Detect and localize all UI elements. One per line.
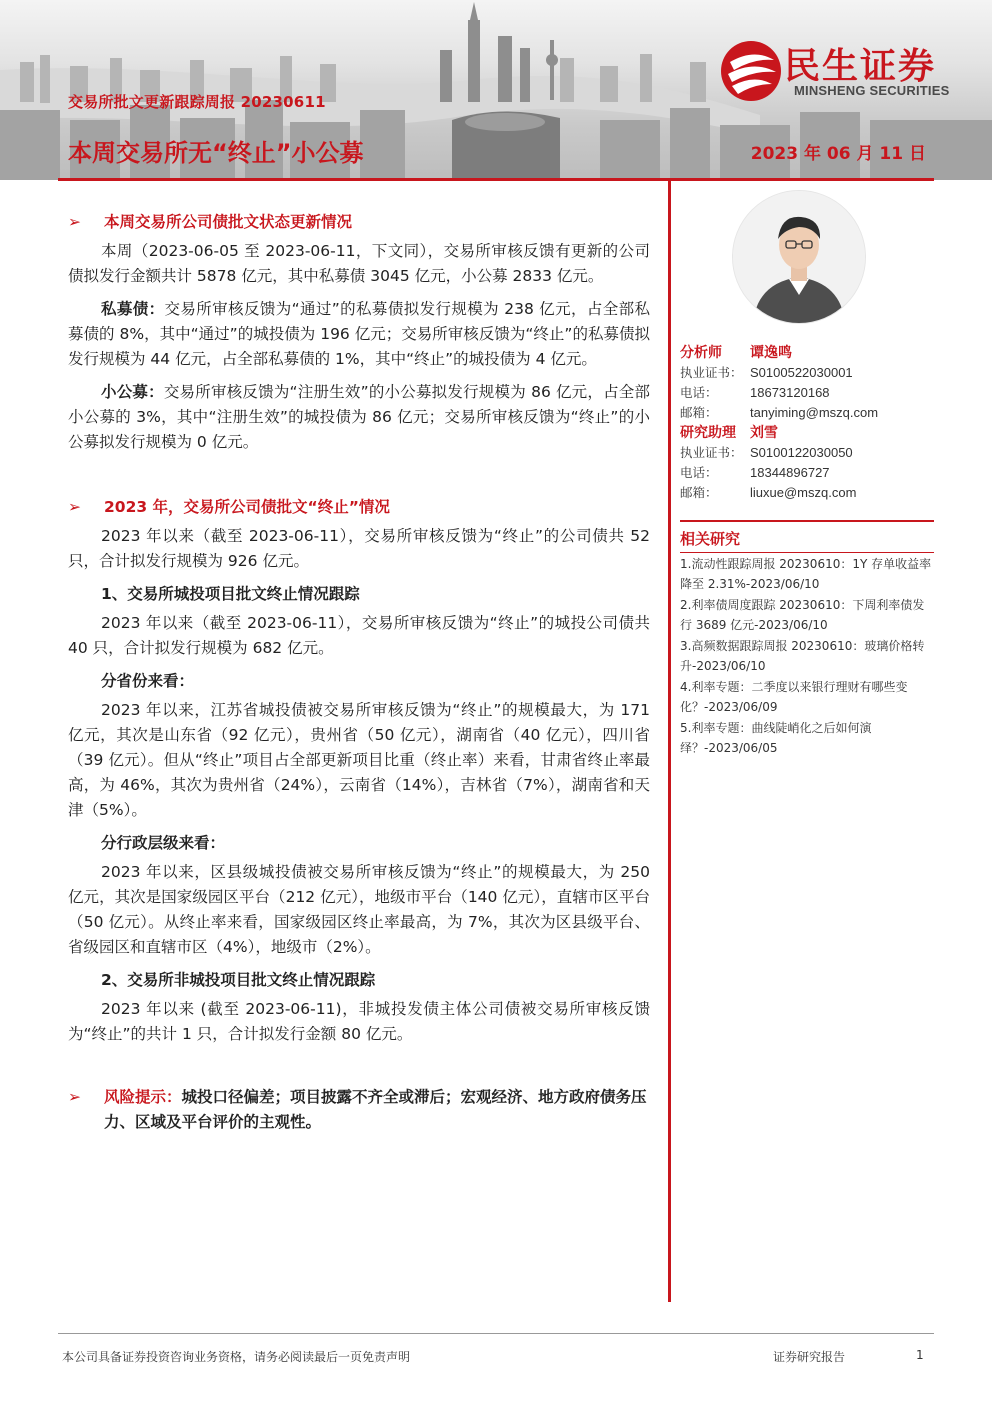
analyst-email-link[interactable]: tanyiming@mszq.com bbox=[750, 405, 879, 420]
related-research-link[interactable]: 2.利率债周度跟踪 20230610：下周利率债发行 3689 亿元-2023/06/10 bbox=[680, 598, 925, 632]
assistant-email-row bbox=[680, 483, 934, 503]
assistant-phone-row bbox=[680, 463, 934, 483]
risk-label: 风险提示： bbox=[104, 1088, 182, 1106]
analyst-photo bbox=[732, 190, 866, 324]
risk-text: 城投口径偏差；项目披露不齐全或滞后；宏观经济、地方政府债务压力、区域及平台评价的主观性。 bbox=[104, 1088, 647, 1131]
cert-label: 执业证书： bbox=[680, 365, 743, 380]
cert-label: 执业证书： bbox=[680, 445, 743, 460]
logo-chinese-text: 民生证券 bbox=[784, 46, 937, 87]
report-title: 本周交易所无“终止”小公募 bbox=[68, 139, 364, 167]
related-research-link[interactable]: 4.利率专题：二季度以来银行理财有哪些变化？-2023/06/09 bbox=[680, 680, 908, 714]
footer-divider bbox=[58, 1333, 934, 1334]
company-logo bbox=[720, 36, 970, 106]
paragraph: 2023 年以来，江苏省城投债被交易所审核反馈为“终止”的规模最大，为 171 亿元，其次是山东省（92 亿元），贵州省（50 亿元），湖南省（40 亿元），四川省（39 亿元）。但从“终止”项目占全部更新项目比重（终止率）来看，甘肃省终止率最高，为 46%，其次为贵州省（24%），云南省（14%），吉林省（7%），湖南省和天津（5%）。 bbox=[68, 701, 650, 819]
paragraph-lead: 私募债： bbox=[101, 300, 165, 318]
assistant-email-link[interactable]: liuxue@mszq.com bbox=[750, 485, 857, 500]
related-research-link[interactable]: 3.高频数据跟踪周报 20230610：玻璃价格转升-2023/06/10 bbox=[680, 639, 925, 673]
bullet-arrow-icon: ➢ bbox=[68, 213, 81, 231]
paragraph: 2023 年以来，区县级城投债被交易所审核反馈为“终止”的规模最大，为 250 亿元，其次是国家级园区平台（212 亿元），地级市平台（140 亿元），直辖市区平台（50 亿元）。从终止率来看，国家级园区终止率最高，为 7%，其次为区县级平台、省级园区和直辖市区（4%），地级市（2%）。 bbox=[68, 863, 650, 956]
paragraph: 小公募：交易所审核反馈为“注册生效”的小公募拟发行规模为 86 亿元，占全部小公募的 3%，其中“注册生效”的城投债为 86 亿元；交易所审核反馈为“终止”的小公募拟发行规模为 0 亿元。 bbox=[68, 383, 650, 451]
report-series: 交易所批文更新跟踪周报 20230611 bbox=[68, 93, 326, 111]
report-date: 2023 年 06 月 11 日 bbox=[750, 144, 926, 164]
subsection-heading: 分省份来看： bbox=[101, 672, 195, 690]
section-heading: ➢ 本周交易所公司债批文状态更新情况 bbox=[68, 210, 650, 235]
sidebar-divider bbox=[680, 520, 934, 522]
paragraph: 2023 年以来（截至 2023-06-11），交易所审核反馈为“终止”的公司债共 52 只，合计拟发行规模为 926 亿元。 bbox=[68, 527, 650, 570]
phone-label: 电话： bbox=[680, 465, 718, 480]
related-research-link[interactable]: 5.利率专题：曲线陡峭化之后如何演绎？-2023/06/05 bbox=[680, 721, 872, 755]
assistant-row bbox=[680, 423, 934, 443]
analyst-phone: 18673120168 bbox=[750, 385, 830, 400]
header-divider bbox=[58, 178, 934, 181]
analyst-cert-row bbox=[680, 363, 934, 383]
column-divider bbox=[668, 181, 671, 1302]
analyst-phone-row bbox=[680, 383, 934, 403]
analyst-role: 分析师 bbox=[680, 345, 722, 361]
section-heading: ➢ 2023 年，交易所公司债批文“终止”情况 bbox=[68, 495, 650, 520]
main-content bbox=[68, 210, 650, 1135]
related-research-title: 相关研究 bbox=[680, 530, 741, 548]
logo-english-text: MINSHENG SECURITIES bbox=[794, 83, 950, 98]
related-research-link[interactable]: 1.流动性跟踪周报 20230610：1Y 存单收益率降至 2.31%-2023/06/10 bbox=[680, 557, 932, 591]
analyst-email-row bbox=[680, 403, 934, 423]
assistant-cert-row bbox=[680, 443, 934, 463]
related-divider bbox=[680, 552, 934, 553]
phone-label: 电话： bbox=[680, 385, 718, 400]
bullet-arrow-icon: ➢ bbox=[68, 1088, 81, 1106]
paragraph: 私募债：交易所审核反馈为“通过”的私募债拟发行规模为 238 亿元，占全部私募债的 8%，其中“通过”的城投债为 196 亿元；交易所审核反馈为“终止”的私募债拟发行规模为 44 亿元，占全部私募债的 1%，其中“终止”的城投债为 4 亿元。 bbox=[68, 300, 650, 368]
paragraph-lead: 小公募： bbox=[101, 383, 164, 401]
related-research-list bbox=[680, 554, 934, 759]
subsection-heading: 分行政层级来看： bbox=[101, 834, 226, 852]
paragraph: 2023 年以来 (截至 2023-06-11)，非城投发债主体公司债被交易所审核反馈为“终止”的共计 1 只，合计拟发行金额 80 亿元。 bbox=[68, 1000, 650, 1043]
analyst-row bbox=[680, 343, 934, 363]
footer-disclaimer: 本公司具备证券投资咨询业务资格，请务必阅读最后一页免责声明 bbox=[62, 1350, 411, 1364]
logo-mark-icon bbox=[720, 40, 782, 102]
analyst-info bbox=[680, 343, 934, 503]
analyst-cert: S0100522030001 bbox=[750, 365, 853, 380]
assistant-role: 研究助理 bbox=[680, 425, 736, 441]
footer-doc-type: 证券研究报告 bbox=[773, 1350, 846, 1364]
subsection-heading: 2、交易所非城投项目批文终止情况跟踪 bbox=[101, 971, 376, 989]
email-label: 邮箱： bbox=[680, 485, 718, 500]
bullet-arrow-icon: ➢ bbox=[68, 498, 81, 516]
header-banner bbox=[0, 0, 992, 180]
person-icon bbox=[733, 191, 865, 323]
email-label: 邮箱： bbox=[680, 405, 718, 420]
subsection-heading: 1、交易所城投项目批文终止情况跟踪 bbox=[101, 585, 360, 603]
assistant-phone: 18344896727 bbox=[750, 465, 830, 480]
assistant-cert: S0100122030050 bbox=[750, 445, 853, 460]
assistant-name: 刘雪 bbox=[750, 425, 778, 441]
page-number: 1 bbox=[916, 1348, 924, 1362]
risk-warning bbox=[68, 1085, 650, 1135]
paragraph: 本周（2023-06-05 至 2023-06-11，下文同），交易所审核反馈有更新的公司债拟发行金额共计 5878 亿元，其中私募债 3045 亿元，小公募 2833 亿元。 bbox=[68, 242, 650, 285]
paragraph: 2023 年以来（截至 2023-06-11），交易所审核反馈为“终止”的城投公司债共 40 只，合计拟发行规模为 682 亿元。 bbox=[68, 614, 650, 657]
analyst-name: 谭逸鸣 bbox=[750, 345, 792, 361]
